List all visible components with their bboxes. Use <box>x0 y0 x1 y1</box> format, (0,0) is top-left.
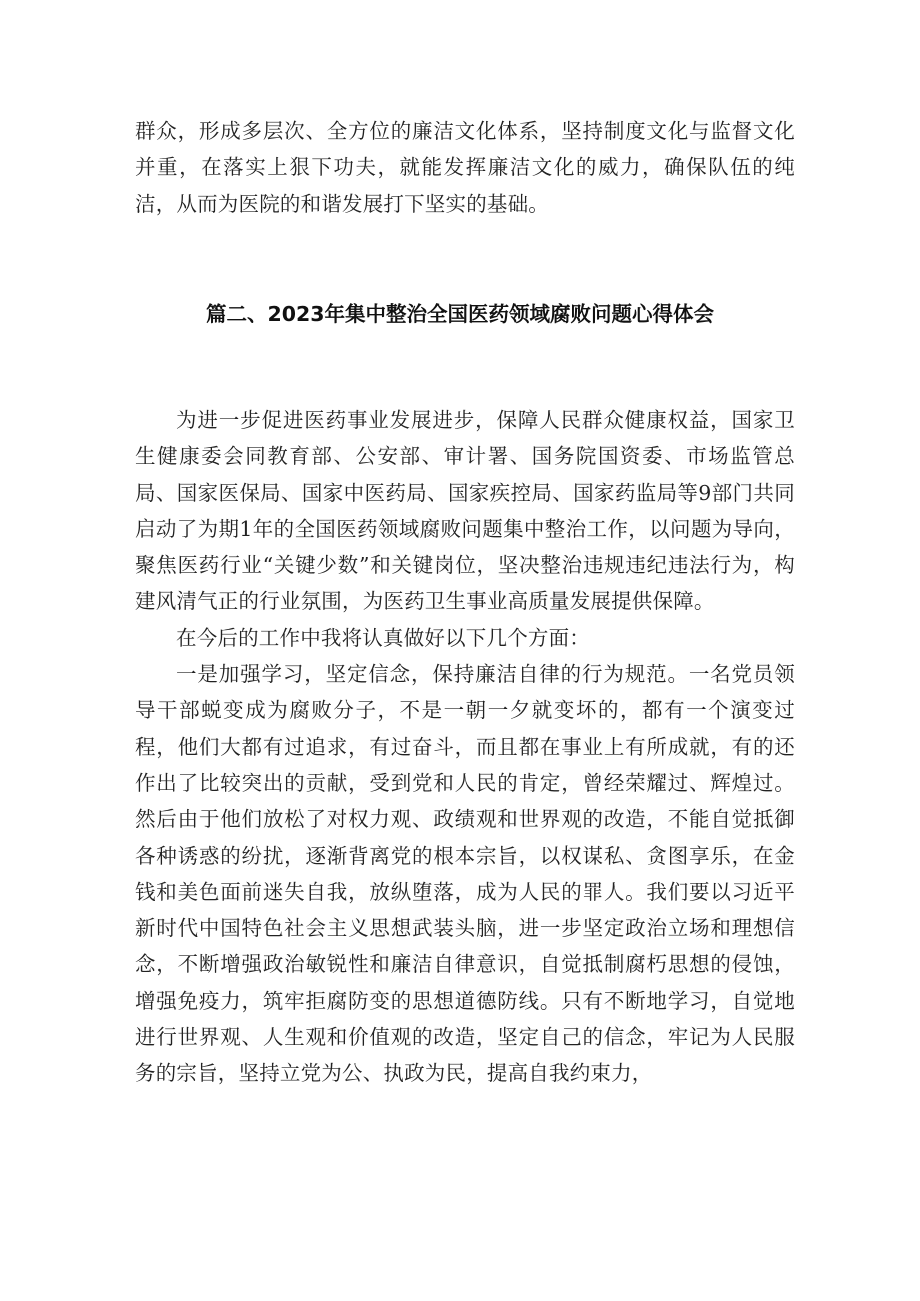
section-body <box>135 402 795 1092</box>
paragraph-plan-intro: 在今后的工作中我将认真做好以下几个方面： <box>176 625 590 650</box>
intro-section <box>135 113 795 222</box>
paragraph-point-one: 一是加强学习，坚定信念，保持廉洁自律的行为规范。一名党员领导干部蜕变成为腐败分子，不是一朝一夕就变坏的，都有一个演变过程，他们大都有过追求，有过奋斗，而且都在事业上有所成就，有的还作出了比较突出的贡献，受到党和人民的肯定，曾经荣耀过、辉煌过。然后由于他们放松了对权力观、政绩观和世界观的改造，不能自觉抵御各种诱惑的纷扰，逐渐背离党的根本宗旨，以权谋私、贪图享乐，在金钱和美色面前迷失自我，放纵堕落，成为人民的罪人。我们要以习近平新时代中国特色社会主义思想武装头脑，进一步坚定政治立场和理想信念，不断增强政治敏锐性和廉洁自律意识，自觉抵制腐朽思想的侵蚀，增强免疫力，筑牢拒腐防变的思想道德防线。只有不断地学习，自觉地进行世界观、人生观和价值观的改造，坚定自己的信念，牢记为人民服务的宗旨，坚持立党为公、执政为民，提高自我约束力， <box>135 662 795 1086</box>
intro-paragraph: 群众，形成多层次、全方位的廉洁文化体系，坚持制度文化与监督文化并重，在落实上狠下功夫，就能发挥廉洁文化的威力，确保队伍的纯洁，从而为医院的和谐发展打下坚实的基础。 <box>135 119 795 216</box>
paragraph-background: 为进一步促进医药事业发展进步，保障人民群众健康权益，国家卫生健康委会同教育部、公安部、审计署、国务院国资委、市场监管总局、国家医保局、国家中医药局、国家疾控局、国家药监局等9部门共同启动了为期1年的全国医药领域腐败问题集中整治工作，以问题为导向，聚焦医药行业“关键少数”和关键岗位，坚决整治违规违纪违法行为，构建风清气正的行业氛围，为医药卫生事业高质量发展提供保障。 <box>135 408 795 614</box>
section-title: 篇二、2023年集中整治全国医药领域腐败问题心得体会 <box>205 302 715 326</box>
